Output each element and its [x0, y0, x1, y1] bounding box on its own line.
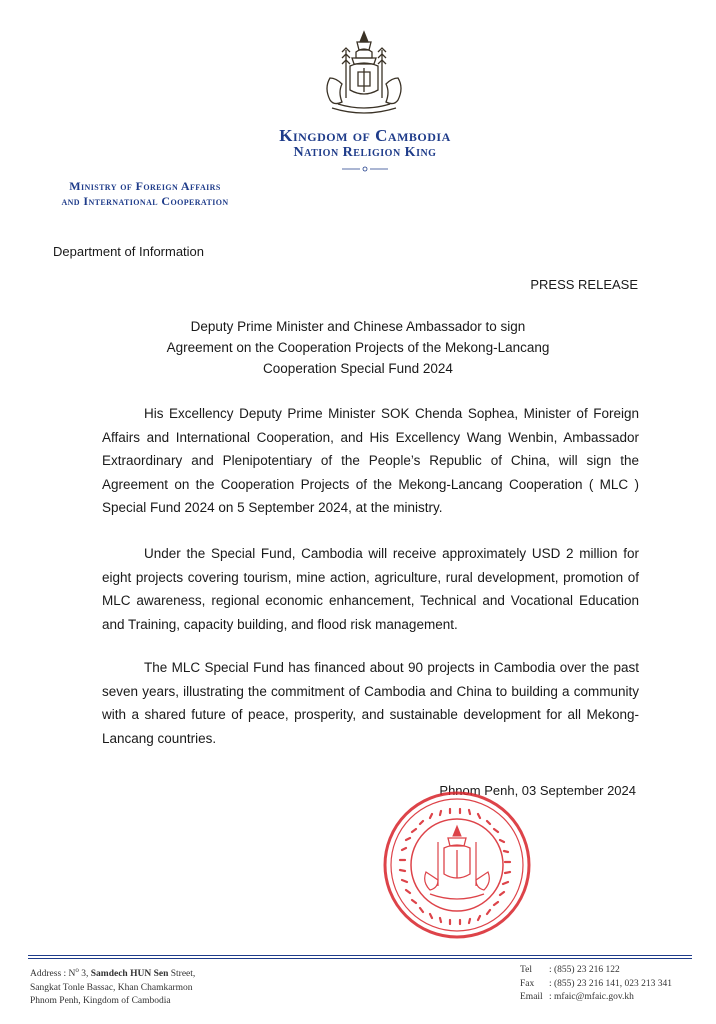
footer-address [30, 964, 330, 1009]
address-line-3: Phnom Penh, Kingdom of Cambodia [30, 996, 171, 1007]
headline-line: Deputy Prime Minister and Chinese Ambassador to sign [190, 319, 526, 334]
fax-row: Fax : (855) 23 216 141, 023 213 341 [520, 978, 672, 989]
footer-contact [520, 964, 710, 1005]
place-and-date: Phnom Penh, 03 September 2024 [439, 783, 636, 798]
footer-divider [28, 958, 692, 959]
press-release-headline [130, 316, 586, 379]
body-paragraph-3: The MLC Special Fund has financed about 90 projects in Cambodia over the past seven years, illustrating the commitment of Cambodia and China to building a community with a shared future of peace, prosperity, and sustainable development for all Mekong-Lancang countries. [102, 660, 639, 746]
email-row: Email : mfaic@mfaic.gov.kh [520, 992, 634, 1002]
address-line-1: Address : $N^o$ 3, Samdech HUN Sen Street, [30, 966, 196, 980]
national-motto: Nation Religion King [293, 145, 437, 160]
ministry-name-line-2: and International Cooperation [61, 194, 229, 208]
kingdom-title: Kingdom of Cambodia [279, 126, 451, 145]
ornament-divider-icon [340, 166, 390, 172]
headline-line: Agreement on the Cooperation Projects of the Mekong-Lancang [166, 340, 550, 355]
headline-line: Cooperation Special Fund 2024 [263, 361, 453, 376]
footer-divider [28, 955, 692, 956]
telephone-row: Tel : (855) 23 216 122 [520, 965, 620, 975]
royal-coat-of-arms-emblem [316, 28, 412, 120]
document-type-label: PRESS RELEASE [530, 277, 638, 292]
address-line-2: Sangkat Tonle Bassac, Khan Chamkarmon [30, 982, 193, 993]
body-paragraph-2: Under the Special Fund, Cambodia will receive approximately USD 2 million for eight projects covering tourism, mine action, agriculture, rural development, promotion of MLC awareness, regional economic enhancement, Technical and Vocational Education and Training, capacity building, and flood risk management. [102, 546, 639, 632]
department-name: Department of Information [53, 244, 205, 259]
body-paragraph-1: His Excellency Deputy Prime Minister SOK Chenda Sophea, Minister of Foreign Affairs and International Cooperation, and His Excellency Wang Wenbin, Ambassador Extraordinary and Plenipotentiary of the People’s Republic of China, will sign the Agreement on the Cooperation Projects of the Mekong-Lancang Cooperation ( MLC ) Special Fund 2024 on 5 September 2024, at the ministry. [102, 406, 639, 515]
official-ministry-seal-stamp [382, 790, 532, 940]
ministry-name-line-1: Ministry of Foreign Affairs [69, 179, 221, 193]
